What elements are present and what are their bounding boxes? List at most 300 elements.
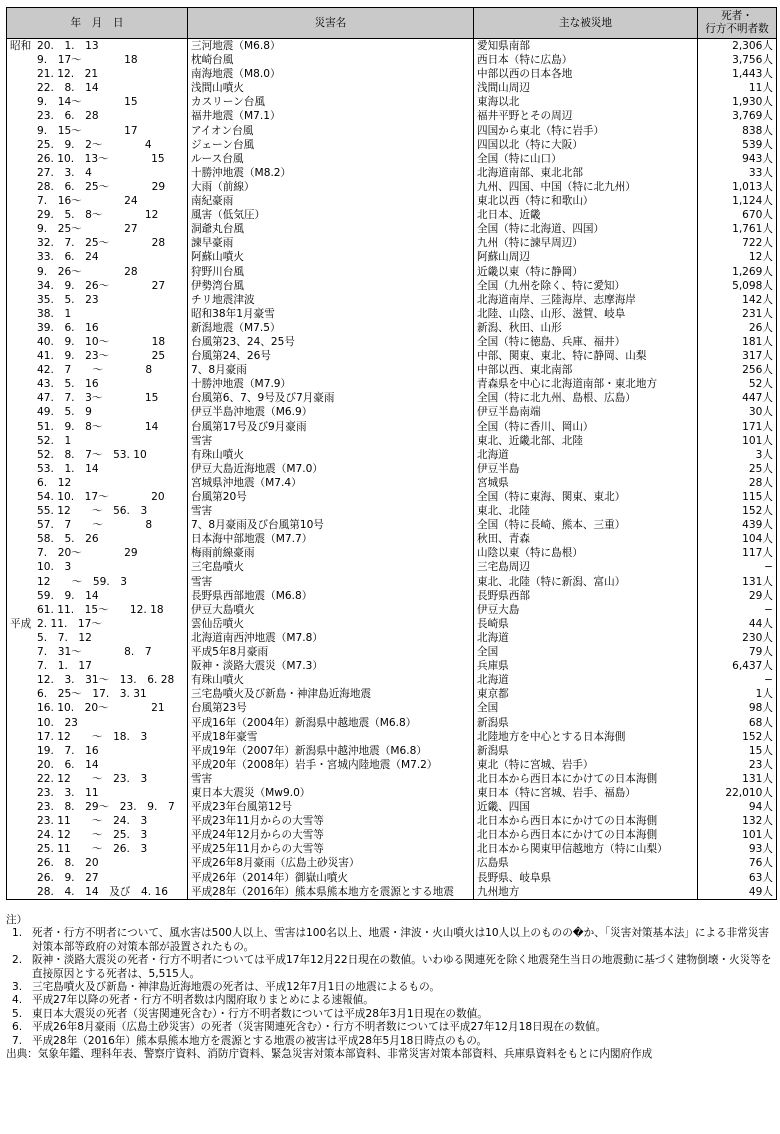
note-text: 平成28年（2016年）熊本県熊本地方を震源とする地震の被害は平成28年5月18日時点のもの。 — [32, 1034, 488, 1047]
cell-date — [7, 124, 188, 138]
cell-affected-area: 東北以西（特に和歌山） — [474, 194, 698, 208]
table-row — [7, 701, 777, 715]
note-item — [6, 927, 776, 954]
cell-disaster-name: 十勝沖地震（M8.2） — [188, 166, 474, 180]
cell-date — [7, 532, 188, 546]
table-row — [7, 490, 777, 504]
cell-victims: 3,756人 — [698, 53, 777, 67]
cell-disaster-name: 有珠山噴火 — [188, 448, 474, 462]
cell-victims: 11人 — [698, 81, 777, 95]
table-row — [7, 363, 777, 377]
cell-victims: 256人 — [698, 363, 777, 377]
cell-date — [7, 180, 188, 194]
cell-date — [7, 575, 188, 589]
date-text: 9. 17〜 18 — [37, 54, 138, 67]
cell-victims: 1,930人 — [698, 95, 777, 109]
date-text: 16. 10. 20〜 21 — [37, 702, 165, 715]
cell-affected-area: 三宅島周辺 — [474, 560, 698, 574]
cell-affected-area: 全国（特に香川、岡山） — [474, 420, 698, 434]
header-date: 年 月 日 — [7, 8, 188, 39]
date-text: 23. 3. 11 — [37, 786, 99, 799]
table-row — [7, 293, 777, 307]
header-victims-line1: 死者・ — [721, 10, 753, 22]
cell-victims: 29人 — [698, 589, 777, 603]
cell-date — [7, 617, 188, 631]
cell-date — [7, 363, 188, 377]
date-text: 22. 12 〜 23. 3 — [37, 772, 148, 785]
cell-affected-area: 全国（特に東海、関東、東北） — [474, 490, 698, 504]
table-row — [7, 67, 777, 81]
date-text: 58. 5. 26 — [37, 533, 99, 546]
date-text: 9. 25〜 27 — [37, 223, 138, 236]
cell-victims: 22,010人 — [698, 786, 777, 800]
cell-date — [7, 222, 188, 236]
cell-date — [7, 490, 188, 504]
header-affected-area: 主な被災地 — [474, 8, 698, 39]
table-row — [7, 504, 777, 518]
cell-disaster-name: 台風第20号 — [188, 490, 474, 504]
header-disaster-name: 災害名 — [188, 8, 474, 39]
date-text: 5. 7. 12 — [37, 631, 92, 644]
date-text: 42. 7 〜 8 — [37, 364, 153, 377]
cell-victims: 439人 — [698, 518, 777, 532]
table-row — [7, 589, 777, 603]
table-row — [7, 871, 777, 885]
cell-disaster-name: 南海地震（M8.0） — [188, 67, 474, 81]
cell-disaster-name: 梅雨前線豪雨 — [188, 546, 474, 560]
cell-victims: 98人 — [698, 701, 777, 715]
cell-disaster-name: 平成19年（2007年）新潟県中越沖地震（M6.8） — [188, 744, 474, 758]
cell-disaster-name: 十勝沖地震（M7.9） — [188, 377, 474, 391]
date-text: 22. 8. 14 — [37, 82, 99, 95]
cell-affected-area: 東北、北陸 — [474, 504, 698, 518]
date-text: 41. 9. 23〜 25 — [37, 350, 166, 363]
cell-victims: 539人 — [698, 138, 777, 152]
cell-disaster-name: 7、8月豪雨及び台風第10号 — [188, 518, 474, 532]
cell-date — [7, 377, 188, 391]
cell-affected-area: 全国（特に徳島、兵庫、福井） — [474, 335, 698, 349]
cell-date — [7, 645, 188, 659]
cell-affected-area: 長野県、岐阜県 — [474, 871, 698, 885]
cell-disaster-name: 雪害 — [188, 434, 474, 448]
date-text: 28. 6. 25〜 29 — [37, 180, 166, 193]
cell-victims: 230人 — [698, 631, 777, 645]
cell-date — [7, 434, 188, 448]
cell-victims: 1,269人 — [698, 265, 777, 279]
cell-date — [7, 335, 188, 349]
cell-affected-area: 伊豆大島 — [474, 603, 698, 617]
table-row — [7, 687, 777, 701]
cell-disaster-name: 平成24年12月からの大雪等 — [188, 828, 474, 842]
date-text: 52. 8. 7〜 53. 10 — [37, 448, 147, 461]
cell-disaster-name: 7、8月豪雨 — [188, 363, 474, 377]
date-text: 6. 12 — [37, 476, 72, 489]
cell-affected-area: 新潟県 — [474, 716, 698, 730]
cell-disaster-name: 三宅島噴火 — [188, 560, 474, 574]
cell-affected-area: 福井平野とその周辺 — [474, 109, 698, 123]
cell-affected-area: 北日本から西日本にかけての日本海側 — [474, 814, 698, 828]
cell-date — [7, 265, 188, 279]
cell-date — [7, 81, 188, 95]
table-row — [7, 673, 777, 687]
table-row — [7, 180, 777, 194]
cell-affected-area: 浅間山周辺 — [474, 81, 698, 95]
disaster-table — [6, 7, 777, 900]
cell-victims: 5,098人 — [698, 279, 777, 293]
date-text: 33. 6. 24 — [37, 251, 99, 264]
cell-affected-area: 北海道 — [474, 631, 698, 645]
cell-affected-area: 北日本から西日本にかけての日本海側 — [474, 828, 698, 842]
table-row — [7, 194, 777, 208]
cell-victims: 132人 — [698, 814, 777, 828]
cell-disaster-name: 平成23年台風第12号 — [188, 800, 474, 814]
table-row — [7, 716, 777, 730]
date-text: 34. 9. 26〜 27 — [37, 279, 166, 292]
cell-victims: 44人 — [698, 617, 777, 631]
cell-victims: 1,443人 — [698, 67, 777, 81]
cell-affected-area: 北日本、近畿 — [474, 208, 698, 222]
cell-date — [7, 758, 188, 772]
cell-date — [7, 420, 188, 434]
table-row — [7, 885, 777, 900]
cell-disaster-name: 雲仙岳噴火 — [188, 617, 474, 631]
cell-date — [7, 109, 188, 123]
cell-affected-area: 山陰以東（特に島根） — [474, 546, 698, 560]
cell-date — [7, 716, 188, 730]
cell-affected-area: 全国（九州を除く、特に愛知） — [474, 279, 698, 293]
date-text: 35. 5. 23 — [37, 293, 99, 306]
note-item — [6, 1008, 776, 1021]
cell-victims: 943人 — [698, 152, 777, 166]
cell-victims: 93人 — [698, 842, 777, 856]
cell-disaster-name: 伊豆大島噴火 — [188, 603, 474, 617]
cell-affected-area: 中部、関東、東北、特に静岡、山梨 — [474, 349, 698, 363]
date-text: 59. 9. 14 — [37, 589, 99, 602]
cell-victims: 28人 — [698, 476, 777, 490]
table-row — [7, 53, 777, 67]
cell-date — [7, 321, 188, 335]
cell-disaster-name: 台風第6、7、9号及び7月豪雨 — [188, 391, 474, 405]
cell-victims: − — [698, 603, 777, 617]
table-row — [7, 532, 777, 546]
date-text: 7. 1. 17 — [37, 660, 92, 673]
cell-disaster-name: 日本海中部地震（M7.7） — [188, 532, 474, 546]
cell-victims: 76人 — [698, 856, 777, 870]
cell-date — [7, 687, 188, 701]
cell-date — [7, 730, 188, 744]
cell-date — [7, 208, 188, 222]
cell-victims: 104人 — [698, 532, 777, 546]
date-text: 17. 12 〜 18. 3 — [37, 730, 148, 743]
table-row — [7, 631, 777, 645]
cell-disaster-name: ルース台風 — [188, 152, 474, 166]
table-row — [7, 377, 777, 391]
cell-victims: 101人 — [698, 828, 777, 842]
cell-disaster-name: 雪害 — [188, 504, 474, 518]
cell-victims: 117人 — [698, 546, 777, 560]
cell-date — [7, 659, 188, 673]
table-row — [7, 744, 777, 758]
cell-affected-area: 北日本から関東甲信越地方（特に山梨） — [474, 842, 698, 856]
cell-date — [7, 391, 188, 405]
table-row — [7, 405, 777, 419]
date-text: 23. 11 〜 24. 3 — [37, 815, 148, 828]
cell-victims: − — [698, 673, 777, 687]
cell-affected-area: 東北（特に宮城、岩手） — [474, 758, 698, 772]
cell-affected-area: 青森県を中心に北海道南部・東北地方 — [474, 377, 698, 391]
cell-date — [7, 856, 188, 870]
date-text: 9. 15〜 17 — [37, 124, 138, 137]
cell-affected-area: 中部以西の日本各地 — [474, 67, 698, 81]
date-text: 27. 3. 4 — [37, 166, 92, 179]
date-text: 10. 23 — [37, 716, 78, 729]
cell-victims: 231人 — [698, 307, 777, 321]
table-row — [7, 645, 777, 659]
cell-victims: 131人 — [698, 772, 777, 786]
date-text: 25. 11 〜 26. 3 — [37, 843, 148, 856]
cell-affected-area: 北陸地方を中心とする日本海側 — [474, 730, 698, 744]
cell-disaster-name: 洞爺丸台風 — [188, 222, 474, 236]
cell-victims: 2,306人 — [698, 39, 777, 54]
cell-victims: 25人 — [698, 462, 777, 476]
note-item — [6, 954, 776, 981]
cell-date — [7, 589, 188, 603]
cell-disaster-name: 阪神・淡路大震災（M7.3） — [188, 659, 474, 673]
table-row — [7, 39, 777, 54]
date-text: 25. 9. 2〜 4 — [37, 138, 152, 151]
cell-disaster-name: 南紀豪雨 — [188, 194, 474, 208]
date-text: 57. 7 〜 8 — [37, 519, 153, 532]
era-label: 昭和 — [10, 40, 32, 52]
source-line: 出典：気象年鑑、理科年表、警察庁資料、消防庁資料、緊急災害対策本部資料、非常災害対策本部資料、兵庫県資料をもとに内閣府作成 — [6, 1048, 653, 1061]
note-number: 6. — [12, 1021, 23, 1034]
cell-victims: 79人 — [698, 645, 777, 659]
cell-disaster-name: 平成18年豪雪 — [188, 730, 474, 744]
cell-affected-area: 近畿以東（特に静岡） — [474, 265, 698, 279]
cell-disaster-name: 新潟地震（M7.5） — [188, 321, 474, 335]
cell-date — [7, 476, 188, 490]
table-row — [7, 138, 777, 152]
date-text: 26. 9. 27 — [37, 871, 99, 884]
cell-disaster-name: 平成25年11月からの大雪等 — [188, 842, 474, 856]
note-text: 東日本大震災の死者（災害関連死含む）・行方不明者数については平成28年3月1日現在の数値。 — [32, 1007, 488, 1020]
table-row — [7, 434, 777, 448]
cell-affected-area: 北海道 — [474, 448, 698, 462]
header-victims — [698, 8, 777, 39]
note-item — [6, 981, 776, 994]
cell-affected-area: 新潟県 — [474, 744, 698, 758]
cell-disaster-name: 三河地震（M6.8） — [188, 39, 474, 54]
cell-affected-area: 阿蘇山周辺 — [474, 250, 698, 264]
cell-affected-area: 宮城県 — [474, 476, 698, 490]
note-item — [6, 1035, 776, 1048]
note-number: 4. — [12, 994, 23, 1007]
cell-disaster-name: 大雨（前線） — [188, 180, 474, 194]
date-text: 47. 7. 3〜 15 — [37, 392, 159, 405]
cell-disaster-name: 枕崎台風 — [188, 53, 474, 67]
table-row — [7, 462, 777, 476]
cell-date — [7, 744, 188, 758]
cell-affected-area: 伊豆半島 — [474, 462, 698, 476]
notes-list — [6, 927, 776, 1048]
cell-victims: 30人 — [698, 405, 777, 419]
cell-affected-area: 四国以北（特に大阪） — [474, 138, 698, 152]
table-row — [7, 856, 777, 870]
table-row — [7, 250, 777, 264]
cell-affected-area: 全国（特に北九州、島根、広島） — [474, 391, 698, 405]
cell-disaster-name: 平成5年8月豪雨 — [188, 645, 474, 659]
cell-victims: 181人 — [698, 335, 777, 349]
table-row — [7, 166, 777, 180]
table-row — [7, 124, 777, 138]
table-row — [7, 603, 777, 617]
table-row — [7, 95, 777, 109]
cell-disaster-name: 風害（低気圧） — [188, 208, 474, 222]
cell-victims: 49人 — [698, 885, 777, 900]
cell-affected-area: 全国（特に長崎、熊本、三重） — [474, 518, 698, 532]
cell-date — [7, 842, 188, 856]
cell-affected-area: 秋田、青森 — [474, 532, 698, 546]
cell-affected-area: 九州地方 — [474, 885, 698, 900]
cell-disaster-name: 阿蘇山噴火 — [188, 250, 474, 264]
cell-disaster-name: 平成26年（2014年）御嶽山噴火 — [188, 871, 474, 885]
cell-date — [7, 772, 188, 786]
cell-victims: 26人 — [698, 321, 777, 335]
notes-section — [6, 914, 776, 1061]
table-row — [7, 575, 777, 589]
cell-victims: 447人 — [698, 391, 777, 405]
cell-date — [7, 786, 188, 800]
cell-victims: 1,761人 — [698, 222, 777, 236]
date-text: 54. 10. 17〜 20 — [37, 491, 165, 503]
note-text: 死者・行方不明者について、風水害は500人以上、雪害は100名以上、地震・津波・火山噴火は10人以上のものの�か、「災害対策基本法」による非常災害対策本部等政府の対策本部が設置されたもの。 — [32, 927, 770, 953]
table-row — [7, 786, 777, 800]
era-label: 平成 — [10, 617, 32, 630]
table-row — [7, 800, 777, 814]
table-row — [7, 349, 777, 363]
note-text: 平成27年以降の死者・行方不明者数は内閣府取りまとめによる速報値。 — [32, 994, 374, 1007]
table-header-row — [7, 8, 777, 39]
cell-disaster-name: カスリーン台風 — [188, 95, 474, 109]
cell-victims: 6,437人 — [698, 659, 777, 673]
table-row — [7, 560, 777, 574]
cell-victims: 94人 — [698, 800, 777, 814]
cell-victims: 171人 — [698, 420, 777, 434]
date-text: 2. 11. 17〜 — [37, 617, 102, 630]
cell-victims: 101人 — [698, 434, 777, 448]
table-row — [7, 772, 777, 786]
cell-disaster-name: 伊豆半島沖地震（M6.9） — [188, 405, 474, 419]
table-row — [7, 335, 777, 349]
table-row — [7, 109, 777, 123]
cell-disaster-name: 平成20年（2008年）岩手・宮城内陸地震（M7.2） — [188, 758, 474, 772]
cell-date — [7, 53, 188, 67]
note-number: 7. — [12, 1034, 23, 1047]
notes-heading: 注） — [6, 914, 28, 926]
cell-disaster-name: 平成16年（2004年）新潟県中越地震（M6.8） — [188, 716, 474, 730]
cell-disaster-name: チリ地震津波 — [188, 293, 474, 307]
cell-date — [7, 800, 188, 814]
table-row — [7, 617, 777, 631]
table-row — [7, 236, 777, 250]
cell-victims: 722人 — [698, 236, 777, 250]
cell-affected-area: 東北、北陸（特に新潟、富山） — [474, 575, 698, 589]
date-text: 61. 11. 15〜 12. 18 — [37, 603, 164, 616]
cell-date — [7, 560, 188, 574]
cell-victims: 152人 — [698, 504, 777, 518]
cell-affected-area: 北海道南部、東北北部 — [474, 166, 698, 180]
cell-disaster-name: 伊豆大島近海地震（M7.0） — [188, 462, 474, 476]
cell-victims: 12人 — [698, 250, 777, 264]
cell-affected-area: 全国（特に山口） — [474, 152, 698, 166]
cell-disaster-name: 平成28年（2016年）熊本県熊本地方を震源とする地震 — [188, 885, 474, 900]
table-row — [7, 659, 777, 673]
table-row — [7, 730, 777, 744]
cell-victims: 23人 — [698, 758, 777, 772]
cell-affected-area: 北海道南岸、三陸海岸、志摩海岸 — [474, 293, 698, 307]
date-text: 52. 1 — [37, 434, 72, 447]
cell-affected-area: 東日本（特に宮城、岩手、福島） — [474, 786, 698, 800]
date-text: 12. 3. 31〜 13. 6. 28 — [37, 674, 175, 687]
cell-victims: 317人 — [698, 349, 777, 363]
header-victims-line2: 行方不明者数 — [705, 23, 769, 35]
cell-affected-area: 北海道 — [474, 673, 698, 687]
cell-victims: 1人 — [698, 687, 777, 701]
note-text: 三宅島噴火及び新島・神津島近海地震の死者は、平成12年7月1日の地震によるもの。 — [32, 981, 440, 994]
note-number: 5. — [12, 1007, 23, 1020]
cell-disaster-name: 雪害 — [188, 575, 474, 589]
cell-affected-area: 兵庫県 — [474, 659, 698, 673]
table-row — [7, 321, 777, 335]
note-text: 阪神・淡路大震災の死者・行方不明者については平成17年12月22日現在の数値。いわゆる関連死を除く地震発生当日の地震動に基づく建物倒壊・火災等を直接原因とする死者は、5,515人。 — [32, 954, 772, 980]
cell-affected-area: 伊豆半島南端 — [474, 405, 698, 419]
date-text: 20. 1. 13 — [37, 40, 99, 52]
cell-date — [7, 871, 188, 885]
cell-disaster-name: 雪害 — [188, 772, 474, 786]
cell-victims: 670人 — [698, 208, 777, 222]
table-row — [7, 546, 777, 560]
cell-disaster-name: 台風第23号 — [188, 701, 474, 715]
cell-date — [7, 701, 188, 715]
note-item — [6, 1021, 776, 1034]
date-text: 19. 7. 16 — [37, 744, 99, 757]
cell-date — [7, 885, 188, 900]
cell-victims: − — [698, 560, 777, 574]
table-body — [7, 39, 777, 900]
date-text: 24. 12 〜 25. 3 — [37, 829, 148, 842]
cell-victims: 68人 — [698, 716, 777, 730]
cell-date — [7, 828, 188, 842]
cell-date — [7, 152, 188, 166]
cell-affected-area: 全国（特に北海道、四国） — [474, 222, 698, 236]
date-text: 7. 31〜 8. 7 — [37, 646, 152, 659]
cell-date — [7, 194, 188, 208]
table-row — [7, 81, 777, 95]
table-row — [7, 448, 777, 462]
table-row — [7, 828, 777, 842]
table-row — [7, 222, 777, 236]
cell-date — [7, 39, 188, 54]
date-text: 32. 7. 25〜 28 — [37, 237, 166, 250]
cell-disaster-name: 三宅島噴火及び新島・神津島近海地震 — [188, 687, 474, 701]
cell-disaster-name: アイオン台風 — [188, 124, 474, 138]
table-row — [7, 307, 777, 321]
cell-disaster-name: 昭和38年1月豪雪 — [188, 307, 474, 321]
cell-affected-area: 北陸、山陰、山形、滋賀、岐阜 — [474, 307, 698, 321]
cell-date — [7, 462, 188, 476]
cell-disaster-name: 台風第24、26号 — [188, 349, 474, 363]
date-text: 40. 9. 10〜 18 — [37, 335, 166, 348]
